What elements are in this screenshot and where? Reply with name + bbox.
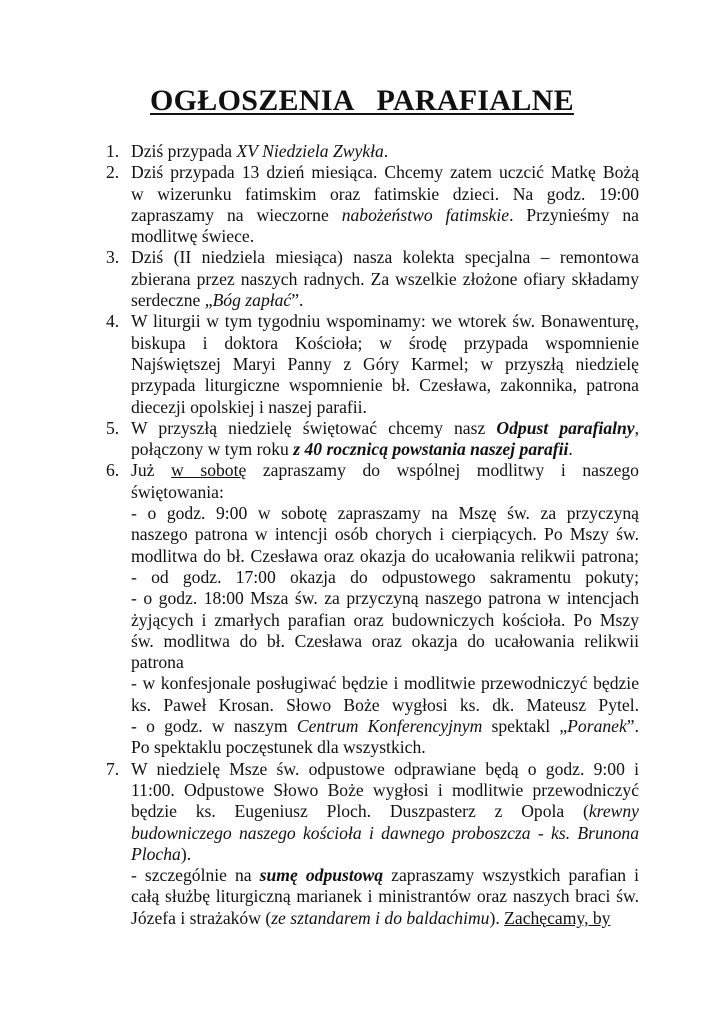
text-line [131, 695, 639, 716]
announcement-item [106, 247, 639, 311]
text-segment: całą służbę liturgiczną marianek i ministrantów oraz naszych braci św. [131, 886, 639, 907]
text-line [131, 588, 639, 609]
text-line [131, 482, 639, 503]
italic-text: nabożeństwo fatimskie [341, 204, 510, 225]
announcement-item [106, 162, 639, 247]
text-line [131, 375, 639, 396]
text-segment: połączony w tym roku [131, 439, 294, 460]
text-segment: przypada liturgiczne wspomnienie bł. Czesława, zakonnika, patrona [131, 375, 639, 396]
italic-text: krewny [588, 801, 639, 822]
text-segment: biskupa i doktora Kościoła; w środę przypada wspomnienie [131, 332, 639, 353]
item-number: 3. [106, 247, 120, 268]
text-segment: W niedzielę Msze św. odpustowe odprawiane będą o godz. 9:00 i [131, 758, 639, 779]
text-segment: Dziś (II niedziela miesiąca) nasza kolekta specjalna – remontowa [131, 247, 639, 268]
text-line [131, 631, 639, 652]
text-segment: modlitwa do bł. Czesława oraz okazja do ucałowania relikwii patrona; [131, 545, 639, 566]
text-line [131, 354, 639, 375]
italic-text: ze sztandarem i do baldachimu [271, 907, 490, 928]
text-line [131, 652, 639, 673]
text-segment: serdeczne „ [131, 290, 213, 311]
text-line [131, 226, 639, 247]
text-segment: Po spektaklu poczęstunek dla wszystkich. [131, 737, 426, 758]
text-segment: Najświętszej Maryi Panny z Góry Karmel; w przyszłą niedzielę [131, 353, 639, 374]
text-line [131, 290, 639, 311]
text-segment: ks. Paweł Krosan. Słowo Boże wygłosi ks. dk. Mateusz Pytel. [131, 694, 639, 715]
text-line [131, 716, 639, 737]
text-line [131, 801, 639, 822]
item-number: 6. [106, 460, 120, 481]
text-line [131, 141, 639, 162]
text-segment: 11:00. Odpustowe Słowo Boże wygłosi i modlitwie przewodniczyć [131, 779, 639, 800]
text-line [131, 205, 639, 226]
text-line [131, 673, 639, 694]
text-line [131, 759, 639, 780]
emphasis-text: z 40 rocznicą powstania naszej parafii [293, 439, 569, 460]
text-segment: patrona [131, 652, 184, 673]
text-segment: ”. [291, 290, 304, 311]
item-number: 5. [106, 417, 120, 438]
italic-text: budowniczego naszego kościoła i dawnego proboszcza - ks. Brunona [131, 822, 639, 843]
text-segment: Już [131, 460, 172, 481]
text-segment: zapraszamy do wspólnej modlitwy i naszego [246, 460, 639, 481]
text-line [131, 610, 639, 631]
text-line [131, 311, 639, 332]
text-segment: świętowania: [131, 481, 224, 502]
text-line [131, 823, 639, 844]
text-segment: - od godz. 17:00 okazja do odpustowego sakramentu pokuty; [131, 566, 639, 587]
text-line [131, 269, 639, 290]
text-segment: zapraszamy na wieczorne [131, 204, 342, 225]
announcement-item [106, 311, 639, 417]
text-segment: ). [180, 843, 192, 864]
text-line [131, 844, 639, 865]
page-title: OGŁOSZENIA PARAFIALNE [150, 84, 574, 117]
text-line [131, 865, 639, 886]
text-line [131, 439, 639, 460]
item-number: 7. [106, 758, 120, 779]
text-line [131, 780, 639, 801]
text-line [131, 162, 639, 183]
underlined-text: Zachęcamy, by [504, 907, 611, 928]
text-line [131, 503, 639, 524]
text-segment: . Przynieśmy na [509, 204, 639, 225]
item-number: 1. [106, 141, 120, 161]
text-segment: zbierana przez naszych radnych. Za wszelkie złożone ofiary składamy [131, 268, 639, 289]
text-line [131, 247, 639, 268]
announcement-item [106, 141, 639, 162]
underlined-text: w sobotę [171, 460, 247, 481]
text-segment: - o godz. w naszym [131, 716, 297, 737]
text-segment: W przyszłą niedzielę świętować chcemy nasz [131, 417, 497, 438]
text-line [131, 397, 639, 418]
text-segment: Józefa i strażaków ( [131, 907, 272, 928]
text-segment: - o godz. 18:00 Msza św. za przyczyną naszego patrona w intencjach [131, 588, 639, 609]
announcement-item [106, 418, 639, 461]
italic-text: Centrum Konferencyjnym [296, 716, 483, 737]
item-number: 2. [106, 162, 120, 183]
text-line [131, 333, 639, 354]
announcements-list [106, 141, 639, 929]
announcement-item [106, 759, 639, 929]
text-segment: - o godz. 9:00 w sobotę zapraszamy na Mszę św. za przyczyną [131, 503, 639, 524]
text-segment: w wizerunku fatimskim oraz fatimskie dzieci. Na godz. 19:00 [131, 183, 639, 204]
text-segment: ”. [626, 716, 639, 737]
text-line [131, 460, 639, 481]
text-segment: , [634, 417, 640, 438]
text-segment: żyjących i zmarłych parafian oraz budowniczych kościoła. Po Mszy [131, 609, 639, 630]
text-segment: - szczególnie na [131, 865, 260, 886]
announcement-item [106, 460, 639, 758]
text-line [131, 737, 639, 758]
text-segment: . [568, 439, 573, 460]
text-segment: - w konfesjonale posługiwać będzie i modlitwie przewodniczyć będzie [131, 673, 639, 694]
text-segment: W liturgii w tym tygodniu wspominamy: we wtorek św. Bonawenturę, [131, 311, 639, 332]
text-segment: diecezji opolskiej i naszej parafii. [131, 396, 367, 417]
text-segment: spektakl „ [482, 716, 568, 737]
italic-text: Bóg zapłać [212, 290, 292, 311]
italic-text: Poranek [567, 716, 627, 737]
text-segment: ). [489, 907, 505, 928]
emphasis-text: Odpust parafialny [496, 417, 635, 438]
italic-text: Plocha [131, 843, 181, 864]
text-line [131, 908, 639, 929]
text-line [131, 524, 639, 545]
italic-text: XV Niedziela Zwykła [236, 141, 384, 161]
text-line [131, 886, 639, 907]
text-line [131, 567, 639, 588]
text-line [131, 546, 639, 567]
text-segment: naszego patrona w intencji osób chorych i cierpiących. Po Mszy św. [131, 524, 639, 545]
text-segment: Dziś przypada 13 dzień miesiąca. Chcemy zatem uczcić Matkę Bożą [131, 162, 639, 183]
text-segment: . [383, 141, 389, 161]
text-segment: będzie ks. Eugeniusz Ploch. Duszpasterz z Opola ( [131, 801, 589, 822]
text-segment: św. modlitwa do bł. Czesława oraz okazja do ucałowania relikwii [131, 630, 639, 651]
text-segment: Dziś przypada [131, 141, 237, 161]
text-segment: zapraszamy wszystkich parafian i [383, 865, 640, 886]
text-line [131, 418, 639, 439]
emphasis-text: sumę odpustową [259, 865, 384, 886]
text-segment: modlitwę świece. [131, 226, 255, 247]
text-line [131, 184, 639, 205]
item-number: 4. [106, 311, 120, 332]
